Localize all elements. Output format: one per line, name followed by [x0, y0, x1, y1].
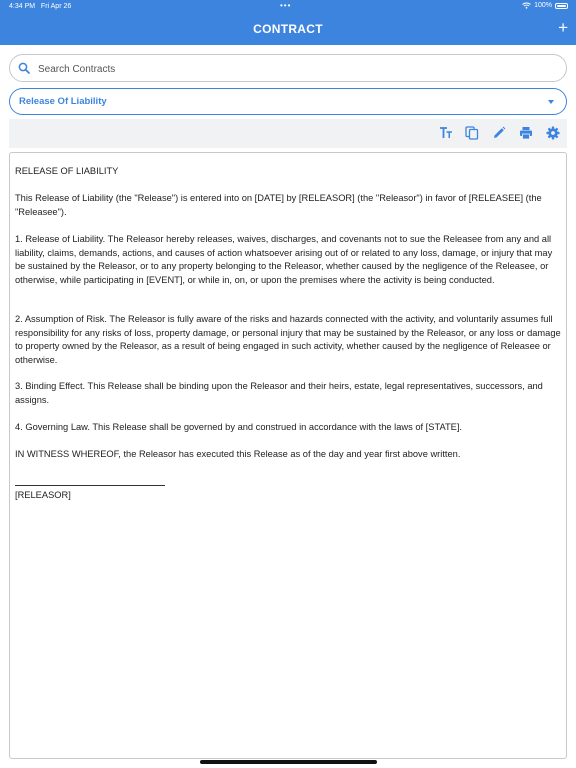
copy-icon[interactable]	[465, 126, 479, 140]
contract-type-value: Release Of Liability	[19, 96, 107, 107]
clause-binding-effect: 3. Binding Effect. This Release shall be binding upon the Releasor and their heirs, estate, legal representatives, successors, and assigns.	[15, 381, 543, 405]
print-icon[interactable]	[519, 126, 533, 140]
search-bar[interactable]	[9, 54, 567, 82]
clause-assumption-of-risk: 2. Assumption of Risk. The Releasor is fully aware of the risks and hazards connected with the activity, and voluntarily assumes full responsibility for any risks of loss, property damage, or personal injury that may be sustained by the Releasor, or any loss or damage to property owned by the Releasor, as a result of being engaged in such activity, whether caused by the negligence of Releasee or otherwise.	[15, 314, 561, 365]
wifi-icon	[522, 2, 531, 9]
document-toolbar	[9, 119, 567, 148]
add-contract-button[interactable]: +	[558, 18, 568, 37]
witness-statement: IN WITNESS WHEREOF, the Releasor has executed this Release as of the day and year first above written.	[15, 449, 461, 459]
search-input[interactable]	[36, 59, 560, 79]
edit-icon[interactable]	[492, 126, 506, 140]
page-title: CONTRACT	[253, 22, 323, 36]
search-icon	[18, 62, 30, 74]
app-header	[0, 0, 576, 45]
status-indicators	[522, 2, 568, 9]
chevron-down-icon	[548, 100, 554, 104]
signature-line	[15, 485, 165, 486]
clause-release-of-liability: 1. Release of Liability. The Releasor hereby releases, waives, discharges, and covenants not to sue the Releasee from any and all liability, claims, demands, actions, and causes of action whatsoever arising out of or related to any loss, damage, or injury that may be sustained by the Releasor, or to any property belonging to the Releasor, whether caused by the negligence of the Releasee, or otherwise, while participating in [EVENT], or while in, on, or upon the premises where the activity is being conducted.	[15, 234, 553, 285]
clause-governing-law: 4. Governing Law. This Release shall be governed by and construed in accordance with the laws of [STATE].	[15, 422, 463, 432]
home-indicator[interactable]	[200, 760, 377, 764]
settings-icon[interactable]	[546, 126, 560, 140]
document-intro: This Release of Liability (the "Release") is entered into on [DATE] by [RELEASOR] (the "Releasor") in favor of [RELEASEE] (the "Releasee").	[15, 193, 542, 217]
multitasking-dots[interactable]: •••	[280, 1, 292, 10]
contract-type-dropdown[interactable]	[9, 88, 567, 115]
status-time	[9, 3, 71, 10]
document-heading: RELEASE OF LIABILITY	[15, 166, 119, 176]
contract-document[interactable]	[9, 152, 567, 759]
status-clock: 4:34 PM	[9, 3, 36, 10]
battery-percent: 100%	[534, 2, 552, 9]
battery-icon	[555, 3, 568, 9]
text-size-icon[interactable]	[439, 126, 453, 140]
status-date: Fri Apr 26	[40, 3, 72, 10]
signatory-name: [RELEASOR]	[15, 490, 71, 500]
